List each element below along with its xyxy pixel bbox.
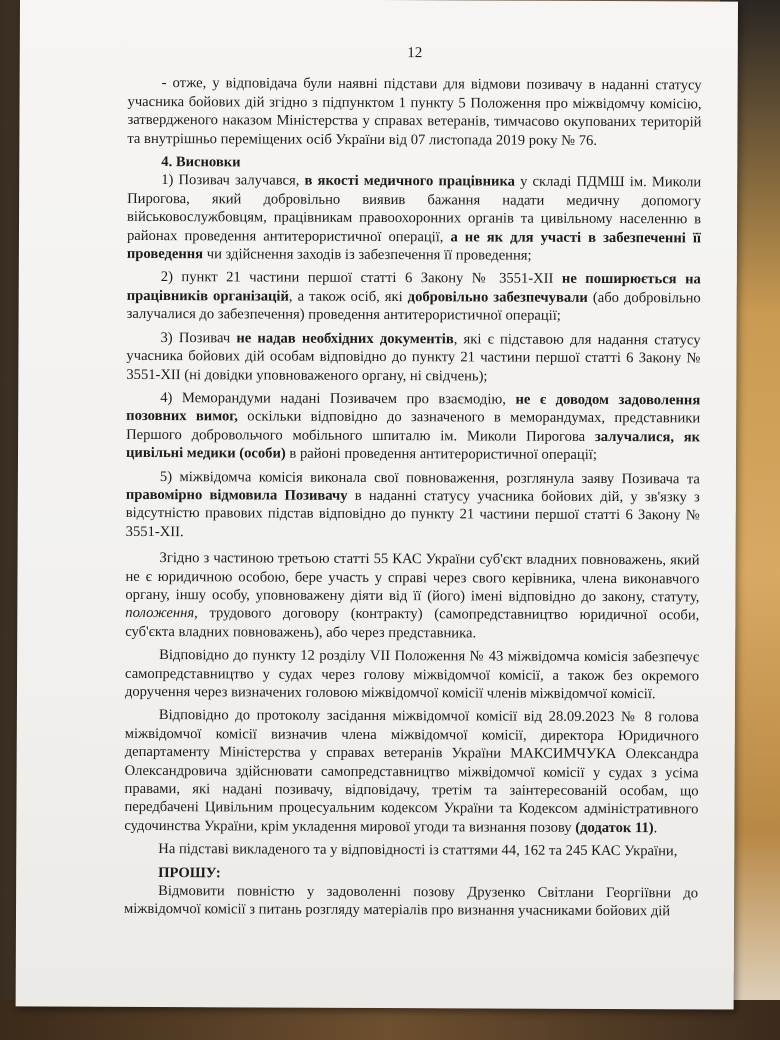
conclusion-2: 2) пункт 21 частини першої статті 6 Закону № 3551-XII не поширюється на працівників організацій, а також осіб, які добровільно забезпечували (або добровільно залучалися до забезпечення) проведення антитерористичної операції; xyxy=(126,269,701,325)
request-heading: ПРОШУ: xyxy=(158,864,221,881)
page-number: 12 xyxy=(407,45,423,62)
document-body xyxy=(124,43,702,926)
intro-paragraph: - отже, у відповідача були наявні підстави для відмови позивачу в наданні статусу учасника бойових дій згідно з підпунктом 1 пункту 5 Положення про міжвідомчу комісію, затвердженого наказом Міністерства у справах ветеранів, тимчасово окупованих територій та внутрішньо переміщених осіб України від 07 листопада 2019 року № 76. xyxy=(127,75,702,149)
paragraph-commission-regulation: Відповідно до пункту 12 розділу VII Положення № 43 міжвідомча комісія забезпечує самопредставництво у судах через голову міжвідомчої комісії, а також без окремого доручення через визначених головою міжвідомчої комісії членів міжвідомчої комісії. xyxy=(124,647,700,703)
conclusion-3: 3) Позивач не надав необхідних документів, які є підставою для надання статусу учасника бойових дій особам відповідно до пункту 21 частини першої статті 6 Закону № 3551-XII (ні довідки уповноваженого органу, ні свідчень); xyxy=(126,329,701,384)
conclusion-1: 1) Позивач залучався, в якості медичного працівника у складі ПДМШ ім. Миколи Пирогова, який добровільно виявив бажання надати медичну допомогу військовослужбовцям, працівникам правоохоронних органів та цивільному населенню в районах проведення антитерористичної операції, а не як для участі в забезпеченні її проведення чи здійснення заходів із забезпечення її проведення; xyxy=(126,172,702,264)
paragraph-legal-basis: На підставі викладеного та у відповідності із статтями 44, 162 та 245 КАС України, xyxy=(158,841,678,860)
document-page xyxy=(16,0,738,1010)
paragraph-request: Відмовити повністю у задоволенні позову Друзенко Світлани Георгіївни до міжвідомчої комісії з питань розгляду матеріалів про визнання учасниками бойових дій xyxy=(123,883,699,920)
section-heading-conclusions: 4. Висновки xyxy=(161,154,241,171)
conclusion-4: 4) Меморандуми надані Позивачем про взаємодію, не є доводом задоволення позовних вимог, оскільки відповідно до зазначеного в меморандумах, представники Першого добровольчого мобільного шпиталю ім. Миколи Пирогова залучалися, як цивільні медики (особи) в районі проведення антитерористичної операції; xyxy=(125,389,701,464)
paragraph-self-representation: Згідно з частиною третьою статті 55 КАС України суб'єкт владних повноважень, який не є юридичною особою, бере участь у справі через свого керівника, члена виконавчого органу, іншу особу, уповноважену діяти від її (його) імені відповідно до закону, статуту, положення, трудового договору (контракту) (самопредставництво юридичної особи, суб'єкта владних повноважень), або через представника. xyxy=(125,550,700,642)
paragraph-protocol: Відповідно до протоколу засідання міжвідомчої комісії від 28.09.2023 № 8 голова міжвідомчої комісії визначив члена міжвідомчої комісії, директора Юридичного департаменту Міністерства у справах ветеранів України МАКСИМЧУКА Олександра Олександровича здійснювати самопредставництво міжвідомчої комісії у судах з усіма правами, які надані позивачу, відповідачу, третім та заінтересованій особам, що передбачені Цивільним процесуальним кодексом України та Кодексом адміністративного судочинства України, крім укладення мирової угоди та визнання позову (додаток 11). xyxy=(124,707,699,837)
conclusion-5: 5) міжвідомча комісія виконала свої повноваження, розглянула заяву Позивача та правомірно відмовила Позивачу в наданні статусу учасника бойових дій, у зв'язку з відсутністю правових підстав відповідно до пункту 21 частини першої статті 6 Закону № 3551-XII. xyxy=(125,468,700,540)
